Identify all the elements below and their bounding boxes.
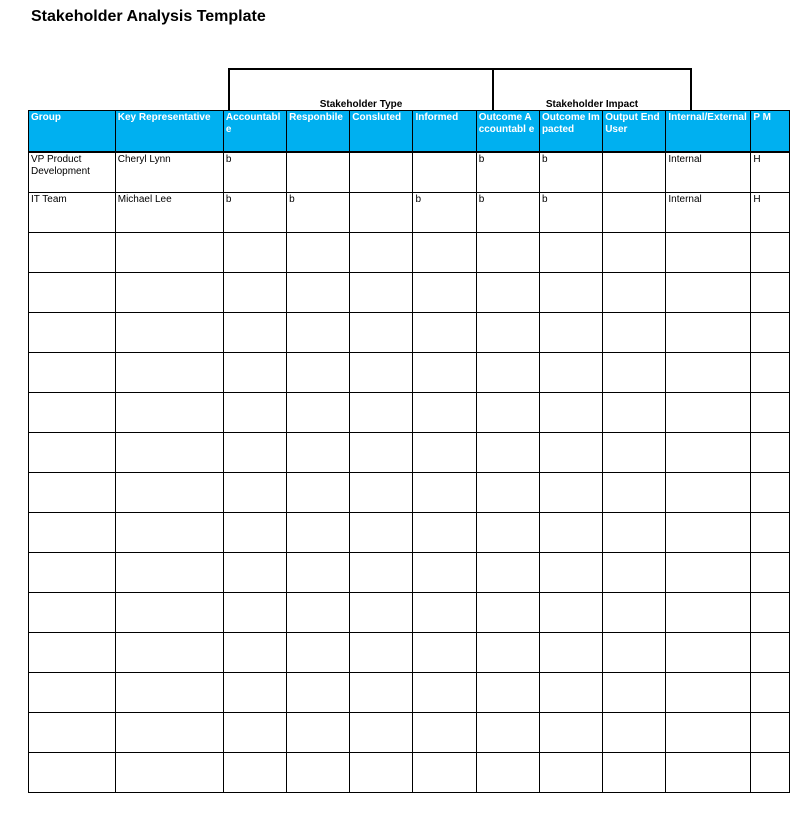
table-cell[interactable] [287, 233, 350, 273]
col-header-outcome-impacted[interactable]: Outcome Impacted [539, 111, 602, 153]
table-cell[interactable] [413, 393, 476, 433]
table-cell[interactable] [115, 593, 223, 633]
table-cell[interactable] [413, 433, 476, 473]
table-cell[interactable] [476, 393, 539, 433]
table-row-empty [29, 753, 790, 793]
table-cell[interactable] [539, 393, 602, 433]
table-cell[interactable] [603, 313, 666, 353]
col-header-informed[interactable]: Informed [413, 111, 476, 153]
table-cell[interactable] [476, 433, 539, 473]
table-cell[interactable] [539, 673, 602, 713]
col-header-outcome-accountable[interactable]: Outcome Accountabl e [476, 111, 539, 153]
table-cell[interactable] [413, 753, 476, 793]
table-cell[interactable]: b [476, 193, 539, 233]
table-cell[interactable] [223, 633, 286, 673]
table-cell[interactable] [751, 433, 790, 473]
table-cell[interactable] [413, 353, 476, 393]
table-cell[interactable] [350, 233, 413, 273]
col-header-responsible[interactable]: Responbile [287, 111, 350, 153]
table-cell[interactable] [115, 513, 223, 553]
table-cell[interactable] [115, 233, 223, 273]
table-cell[interactable] [115, 673, 223, 713]
table-cell[interactable] [350, 273, 413, 313]
table-cell[interactable] [223, 353, 286, 393]
table-cell[interactable] [115, 713, 223, 753]
table-cell[interactable]: H [751, 193, 790, 233]
table-cell[interactable] [539, 433, 602, 473]
table-cell[interactable] [223, 713, 286, 753]
table-cell[interactable] [115, 393, 223, 433]
table-cell[interactable]: IT Team [29, 193, 116, 233]
table-cell[interactable] [115, 313, 223, 353]
table-cell[interactable] [223, 593, 286, 633]
table-cell[interactable] [666, 713, 751, 753]
table-cell[interactable] [29, 273, 116, 313]
table-cell[interactable] [413, 553, 476, 593]
table-cell[interactable] [413, 233, 476, 273]
table-row-empty [29, 473, 790, 513]
table-cell[interactable] [666, 233, 751, 273]
stakeholder-table [28, 110, 790, 793]
table-cell[interactable] [413, 673, 476, 713]
table-cell[interactable] [287, 473, 350, 513]
table-cell[interactable] [413, 152, 476, 193]
table-cell[interactable] [287, 273, 350, 313]
table-cell[interactable]: b [539, 152, 602, 193]
table-cell[interactable] [350, 393, 413, 433]
table-cell[interactable] [603, 633, 666, 673]
table-cell[interactable] [287, 152, 350, 193]
table-cell[interactable] [287, 633, 350, 673]
table-cell[interactable] [751, 673, 790, 713]
stakeholder-type-group [228, 68, 494, 111]
table-row-empty [29, 433, 790, 473]
table-cell[interactable] [350, 593, 413, 633]
table-cell[interactable]: b [223, 152, 286, 193]
table-cell[interactable] [539, 713, 602, 753]
table-cell[interactable]: VP Product Development [29, 152, 116, 193]
table-cell[interactable] [29, 393, 116, 433]
table-cell[interactable] [350, 313, 413, 353]
table-cell[interactable] [413, 593, 476, 633]
table-cell[interactable] [29, 633, 116, 673]
table-cell[interactable] [603, 353, 666, 393]
table-cell[interactable] [603, 553, 666, 593]
table-cell[interactable] [29, 753, 116, 793]
table-cell[interactable] [539, 273, 602, 313]
table-cell[interactable] [666, 273, 751, 313]
stakeholder-type-label: Stakeholder Type [319, 99, 403, 110]
table-cell[interactable] [29, 673, 116, 713]
table-cell[interactable] [539, 233, 602, 273]
table-cell[interactable] [539, 353, 602, 393]
table-cell[interactable] [666, 433, 751, 473]
table-cell[interactable] [350, 193, 413, 233]
table-cell[interactable] [223, 473, 286, 513]
table-cell[interactable] [666, 473, 751, 513]
table-cell[interactable] [476, 593, 539, 633]
page-title: Stakeholder Analysis Template [31, 8, 266, 25]
table-row [29, 193, 790, 233]
table-cell[interactable] [350, 353, 413, 393]
table-cell[interactable]: H [751, 152, 790, 193]
col-header-key-representative[interactable]: Key Representative [115, 111, 223, 153]
table-cell[interactable] [287, 353, 350, 393]
table-cell[interactable] [603, 393, 666, 433]
table-row-empty [29, 233, 790, 273]
table-row-empty [29, 673, 790, 713]
table-cell[interactable] [287, 433, 350, 473]
table-cell[interactable] [29, 553, 116, 593]
table-cell[interactable] [539, 553, 602, 593]
table-cell[interactable] [603, 273, 666, 313]
table-cell[interactable] [751, 233, 790, 273]
table-cell[interactable] [476, 473, 539, 513]
table-cell[interactable] [666, 593, 751, 633]
table-cell[interactable] [29, 433, 116, 473]
table-cell[interactable] [603, 193, 666, 233]
col-header-truncated[interactable]: P M [751, 111, 790, 153]
table-cell[interactable] [751, 353, 790, 393]
table-cell[interactable] [287, 553, 350, 593]
table-cell[interactable] [666, 633, 751, 673]
table-cell[interactable] [287, 593, 350, 633]
table-cell[interactable] [287, 673, 350, 713]
table-row-empty [29, 313, 790, 353]
table-cell[interactable] [476, 513, 539, 553]
table-cell[interactable] [476, 753, 539, 793]
table-cell[interactable] [350, 753, 413, 793]
table-cell[interactable] [603, 513, 666, 553]
table-cell[interactable] [350, 513, 413, 553]
table-row-empty [29, 593, 790, 633]
table-cell[interactable] [751, 393, 790, 433]
table-cell[interactable] [350, 633, 413, 673]
table-cell[interactable]: Cheryl Lynn [115, 152, 223, 193]
table-cell[interactable] [115, 473, 223, 513]
table-cell[interactable] [539, 633, 602, 673]
table-cell[interactable] [29, 593, 116, 633]
table-cell[interactable] [413, 473, 476, 513]
table-cell[interactable] [751, 593, 790, 633]
table-cell[interactable] [751, 313, 790, 353]
table-cell[interactable] [115, 753, 223, 793]
header-row [29, 111, 790, 153]
stakeholder-impact-group [492, 68, 692, 111]
table-cell[interactable] [751, 473, 790, 513]
table-cell[interactable] [476, 313, 539, 353]
table-cell[interactable] [539, 753, 602, 793]
table-cell[interactable] [223, 273, 286, 313]
table-cell[interactable] [666, 313, 751, 353]
table-row-empty [29, 513, 790, 553]
table-cell[interactable] [223, 393, 286, 433]
table-cell[interactable] [350, 673, 413, 713]
table-cell[interactable]: Michael Lee [115, 193, 223, 233]
table-cell[interactable] [603, 233, 666, 273]
table-cell[interactable] [115, 433, 223, 473]
table-cell[interactable] [666, 673, 751, 713]
table-cell[interactable]: Internal [666, 152, 751, 193]
table-cell[interactable] [413, 273, 476, 313]
table-cell[interactable] [287, 313, 350, 353]
col-header-output-end-user[interactable]: Output End User [603, 111, 666, 153]
table-cell[interactable] [603, 753, 666, 793]
table-cell[interactable] [350, 473, 413, 513]
table-cell[interactable] [603, 433, 666, 473]
table-cell[interactable]: b [223, 193, 286, 233]
table-cell[interactable] [115, 553, 223, 593]
table-row-empty [29, 393, 790, 433]
table-cell[interactable] [751, 713, 790, 753]
table-row-empty [29, 273, 790, 313]
table-row-empty [29, 553, 790, 593]
table-cell[interactable] [350, 152, 413, 193]
table-cell[interactable]: Internal [666, 193, 751, 233]
table-cell[interactable] [350, 433, 413, 473]
stakeholder-impact-label: Stakeholder Impact [545, 99, 639, 110]
table-cell[interactable]: b [476, 152, 539, 193]
table-cell[interactable] [223, 753, 286, 793]
table-cell[interactable] [413, 633, 476, 673]
table-cell[interactable] [476, 233, 539, 273]
table-row-empty [29, 353, 790, 393]
table-cell[interactable]: b [287, 193, 350, 233]
table-cell[interactable] [115, 273, 223, 313]
table-cell[interactable] [29, 313, 116, 353]
table-row [29, 152, 790, 193]
table-cell[interactable] [751, 753, 790, 793]
table-cell[interactable] [223, 233, 286, 273]
table-cell[interactable] [603, 593, 666, 633]
table-cell[interactable] [287, 513, 350, 553]
table-cell[interactable] [115, 633, 223, 673]
table-cell[interactable] [539, 313, 602, 353]
table-cell[interactable] [287, 713, 350, 753]
table-cell[interactable] [751, 273, 790, 313]
table-cell[interactable] [115, 353, 223, 393]
table-cell[interactable] [413, 713, 476, 753]
table-cell[interactable] [287, 753, 350, 793]
table-cell[interactable] [223, 433, 286, 473]
table-cell[interactable] [539, 513, 602, 553]
table-cell[interactable] [539, 593, 602, 633]
table-cell[interactable] [223, 513, 286, 553]
table-cell[interactable] [603, 713, 666, 753]
table-cell[interactable] [666, 353, 751, 393]
table-cell[interactable] [29, 233, 116, 273]
table-cell[interactable] [539, 473, 602, 513]
table-cell[interactable] [476, 713, 539, 753]
table-cell[interactable] [476, 353, 539, 393]
table-cell[interactable] [476, 673, 539, 713]
table-row-empty [29, 713, 790, 753]
table-cell[interactable] [223, 313, 286, 353]
table-cell[interactable] [29, 353, 116, 393]
col-header-accountable[interactable]: Accountabl e [223, 111, 286, 153]
table-cell[interactable] [603, 473, 666, 513]
table-cell[interactable] [666, 753, 751, 793]
table-cell[interactable]: b [413, 193, 476, 233]
table-cell[interactable] [476, 633, 539, 673]
table-cell[interactable] [29, 713, 116, 753]
table-cell[interactable] [350, 553, 413, 593]
table-cell[interactable] [751, 553, 790, 593]
table-cell[interactable] [603, 152, 666, 193]
table-cell[interactable] [476, 273, 539, 313]
table-cell[interactable] [350, 713, 413, 753]
table-cell[interactable] [603, 673, 666, 713]
table-cell[interactable] [413, 313, 476, 353]
table-cell[interactable] [751, 633, 790, 673]
table-cell[interactable] [666, 553, 751, 593]
table-cell[interactable] [29, 473, 116, 513]
table-cell[interactable] [287, 393, 350, 433]
table-row-empty [29, 633, 790, 673]
table-cell[interactable] [476, 553, 539, 593]
table-cell[interactable] [29, 513, 116, 553]
col-header-internal-external[interactable]: Internal/External [666, 111, 751, 153]
col-header-group[interactable]: Group [29, 111, 116, 153]
col-header-consulted[interactable]: Consluted [350, 111, 413, 153]
table-cell[interactable] [666, 513, 751, 553]
table-cell[interactable] [223, 673, 286, 713]
table-cell[interactable]: b [539, 193, 602, 233]
table-cell[interactable] [666, 393, 751, 433]
table-cell[interactable] [223, 553, 286, 593]
table-cell[interactable] [413, 513, 476, 553]
table-cell[interactable] [751, 513, 790, 553]
